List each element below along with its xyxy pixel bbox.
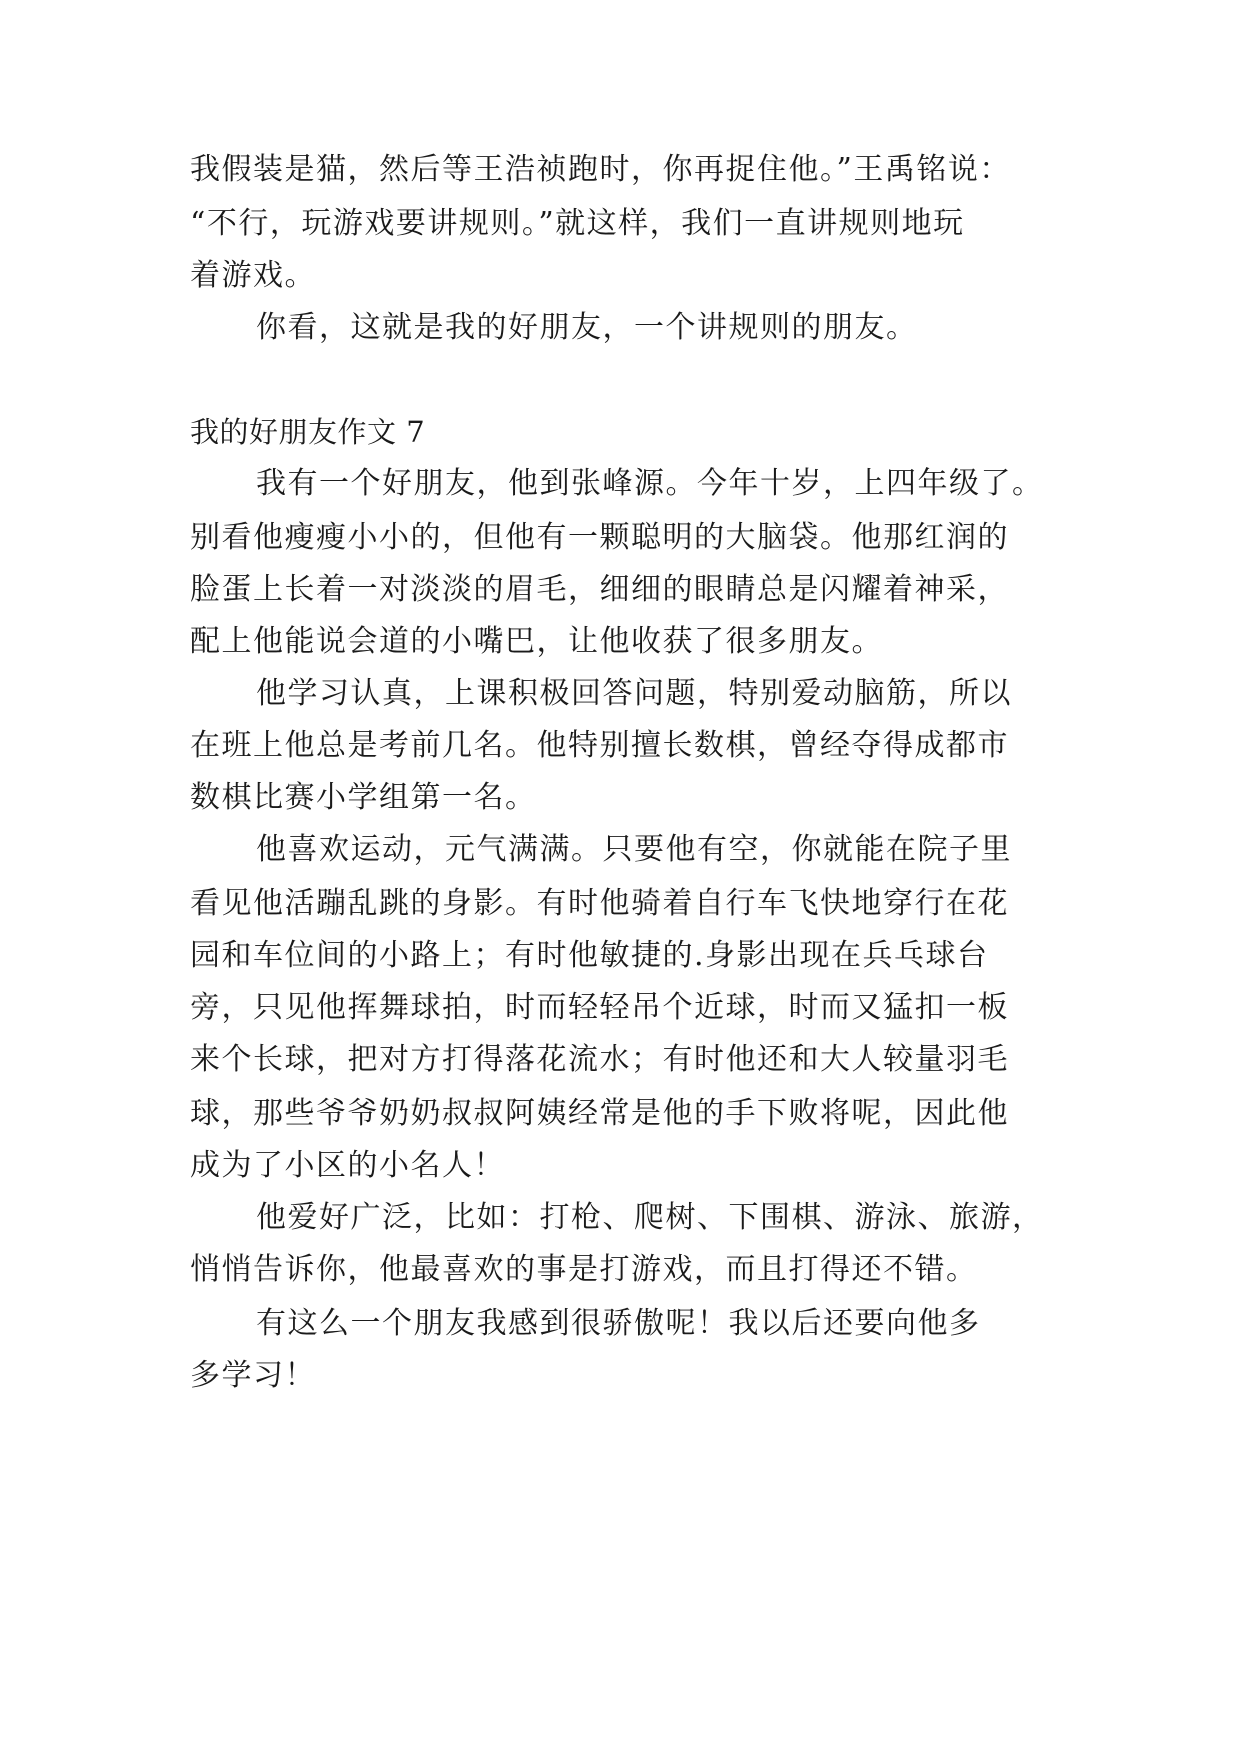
paragraph-line: 他喜欢运动，元气满满。只要他有空，你就能在院子里 xyxy=(256,832,1012,867)
paragraph-line: “不行，玩游戏要讲规则。”就这样，我们一直讲规则地玩 xyxy=(190,206,965,241)
paragraph-line: 他爱好广泛，比如：打枪、爬树、下围棋、游泳、旅游， xyxy=(256,1200,1044,1235)
paragraph-line: 看见他活蹦乱跳的身影。有时他骑着自行车飞快地穿行在花 xyxy=(190,886,1009,921)
paragraph-line: 成为了小区的小名人！ xyxy=(190,1148,505,1183)
paragraph-line: 有这么一个朋友我感到很骄傲呢！我以后还要向他多 xyxy=(256,1306,981,1341)
paragraph-line: 在班上他总是考前几名。他特别擅长数棋，曾经夺得成都市 xyxy=(190,728,1009,763)
paragraph-line: 球，那些爷爷奶奶叔叔阿姨经常是他的手下败将呢，因此他 xyxy=(190,1096,1009,1131)
paragraph-line: 配上他能说会道的小嘴巴，让他收获了很多朋友。 xyxy=(190,624,883,659)
paragraph-line: 脸蛋上长着一对淡淡的眉毛，细细的眼睛总是闪耀着神采， xyxy=(190,572,1009,607)
paragraph-line: 数棋比赛小学组第一名。 xyxy=(190,780,537,815)
paragraph-line: 他学习认真，上课积极回答问题，特别爱动脑筋，所以 xyxy=(256,676,1012,711)
paragraph-line: 别看他瘦瘦小小的，但他有一颗聪明的大脑袋。他那红润的 xyxy=(190,520,1009,555)
paragraph-line: 悄悄告诉你，他最喜欢的事是打游戏，而且打得还不错。 xyxy=(190,1252,978,1287)
essay-title: 我的好朋友作文 7 xyxy=(190,415,426,449)
paragraph-line: 你看，这就是我的好朋友，一个讲规则的朋友。 xyxy=(256,310,918,345)
paragraph-line: 我假装是猫，然后等王浩祯跑时，你再捉住他。”王禹铭说： xyxy=(190,152,1011,187)
paragraph-line: 多学习！ xyxy=(190,1358,316,1393)
paragraph-line: 园和车位间的小路上；有时他敏捷的.身影出现在兵乓球台 xyxy=(190,938,989,973)
paragraph-line: 旁，只见他挥舞球拍，时而轻轻吊个近球，时而又猛扣一板 xyxy=(190,990,1009,1025)
paragraph-line: 来个长球，把对方打得落花流水；有时他还和大人较量羽毛 xyxy=(190,1042,1009,1077)
paragraph-line: 我有一个好朋友，他到张峰源。今年十岁，上四年级了。 xyxy=(256,466,1044,501)
paragraph-line: 着游戏。 xyxy=(190,258,316,293)
